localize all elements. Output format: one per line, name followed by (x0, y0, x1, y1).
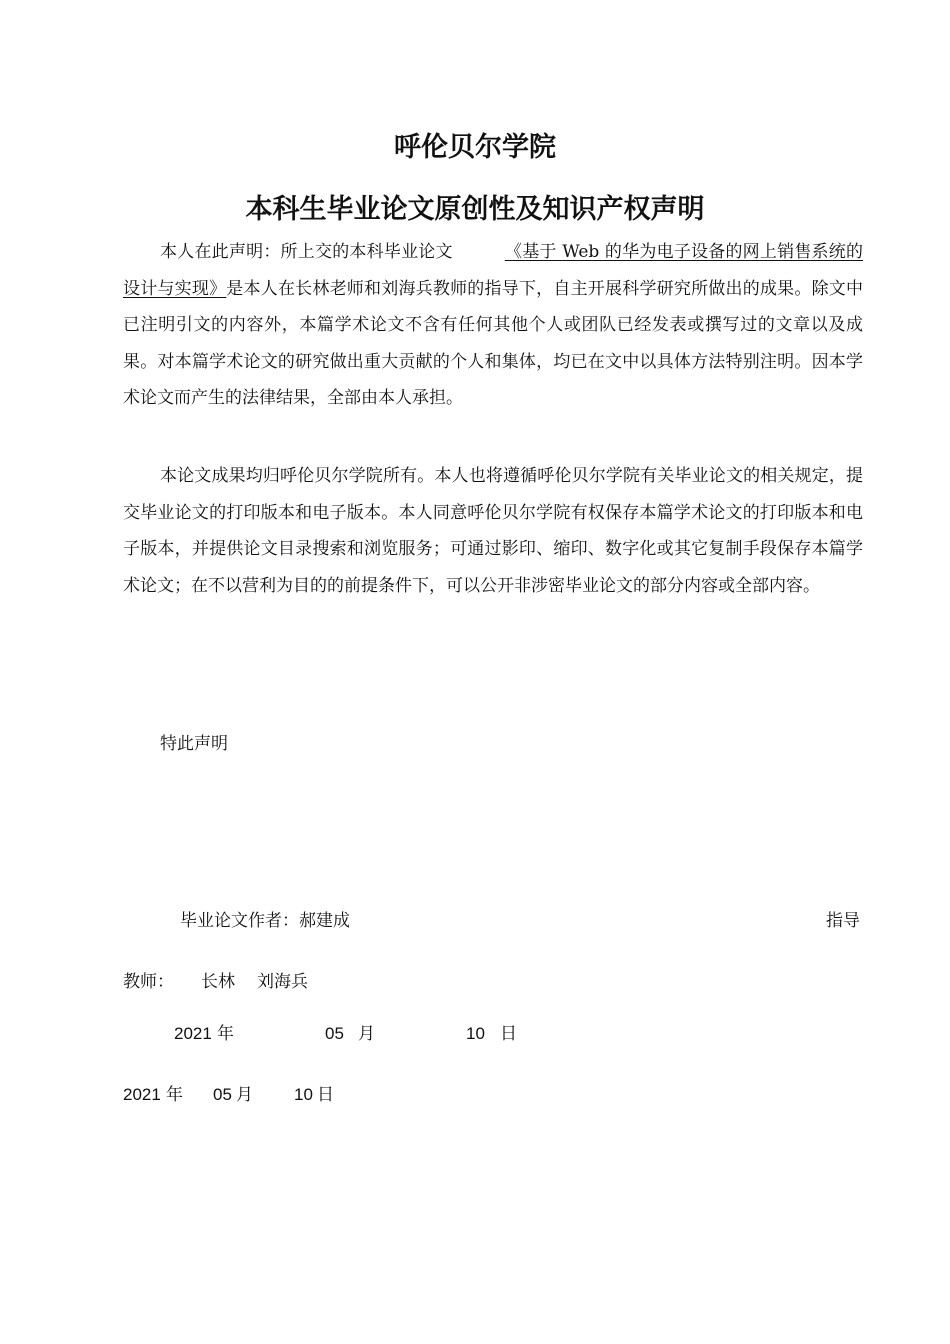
date2-day-unit: 日 (317, 1085, 334, 1105)
date1-year-unit: 年 (217, 1024, 234, 1044)
document-title: 本科生毕业论文原创性及知识产权声明 (245, 194, 705, 225)
author-line (180, 907, 350, 935)
advisor-name-1: 长林 (201, 972, 235, 992)
date2-day: 10 (294, 1085, 313, 1104)
date2-year: 2021 (123, 1085, 161, 1104)
date2-year-unit: 年 (166, 1085, 183, 1105)
originality-paragraph (123, 234, 863, 417)
closing-statement: 特此声明 (160, 734, 228, 754)
date2-month: 05 (213, 1085, 232, 1104)
advisor-label-part2: 教师： (123, 972, 174, 992)
author-label: 毕业论文作者： (180, 911, 299, 931)
advisor-label-part1: 指导 (826, 911, 860, 931)
copyright-paragraph: 本论文成果均归呼伦贝尔学院所有。本人也将遵循呼伦贝尔学院有关毕业论文的相关规定，提交毕业论文的打印版本和电子版本。本人同意呼伦贝尔学院有权保存本篇学术论文的打印版本和电子版本，并提供论文目录搜索和浏览服务；可通过影印、缩印、数字化或其它复制手段保存本篇学术论文；在不以营利为目的的前提条件下，可以公开非涉密毕业论文的部分内容或全部内容。 (123, 466, 863, 596)
advisor-name-2: 刘海兵 (257, 972, 308, 992)
date1-year: 2021 (174, 1024, 212, 1043)
date1-day-unit: 日 (500, 1024, 517, 1044)
date2-month-unit: 月 (236, 1085, 253, 1105)
originality-text: 是本人在长林老师和刘海兵教师的指导下，自主开展科学研究所做出的成果。除文中已注明引文的内容外，本篇学术论文不含有任何其他个人或团队已经发表或撰写过的文章以及成果。对本篇学术论文的研究做出重大贡献的个人和集体，均已在文中以具体方法特别注明。因本学术论文而产生的法律结果，全部由本人承担。 (123, 278, 864, 408)
thesis-title: 《基于 Web 的华为电子设备的网上销售系统的设计与实现》 (123, 242, 863, 299)
date1-day: 10 (466, 1024, 485, 1043)
author-name: 郝建成 (299, 911, 350, 931)
intro-text: 本人在此声明：所上交的本科毕业论文 (160, 242, 453, 262)
date1-month: 05 (325, 1024, 344, 1043)
school-name: 呼伦贝尔学院 (394, 132, 556, 163)
date1-month-unit: 月 (358, 1024, 375, 1044)
